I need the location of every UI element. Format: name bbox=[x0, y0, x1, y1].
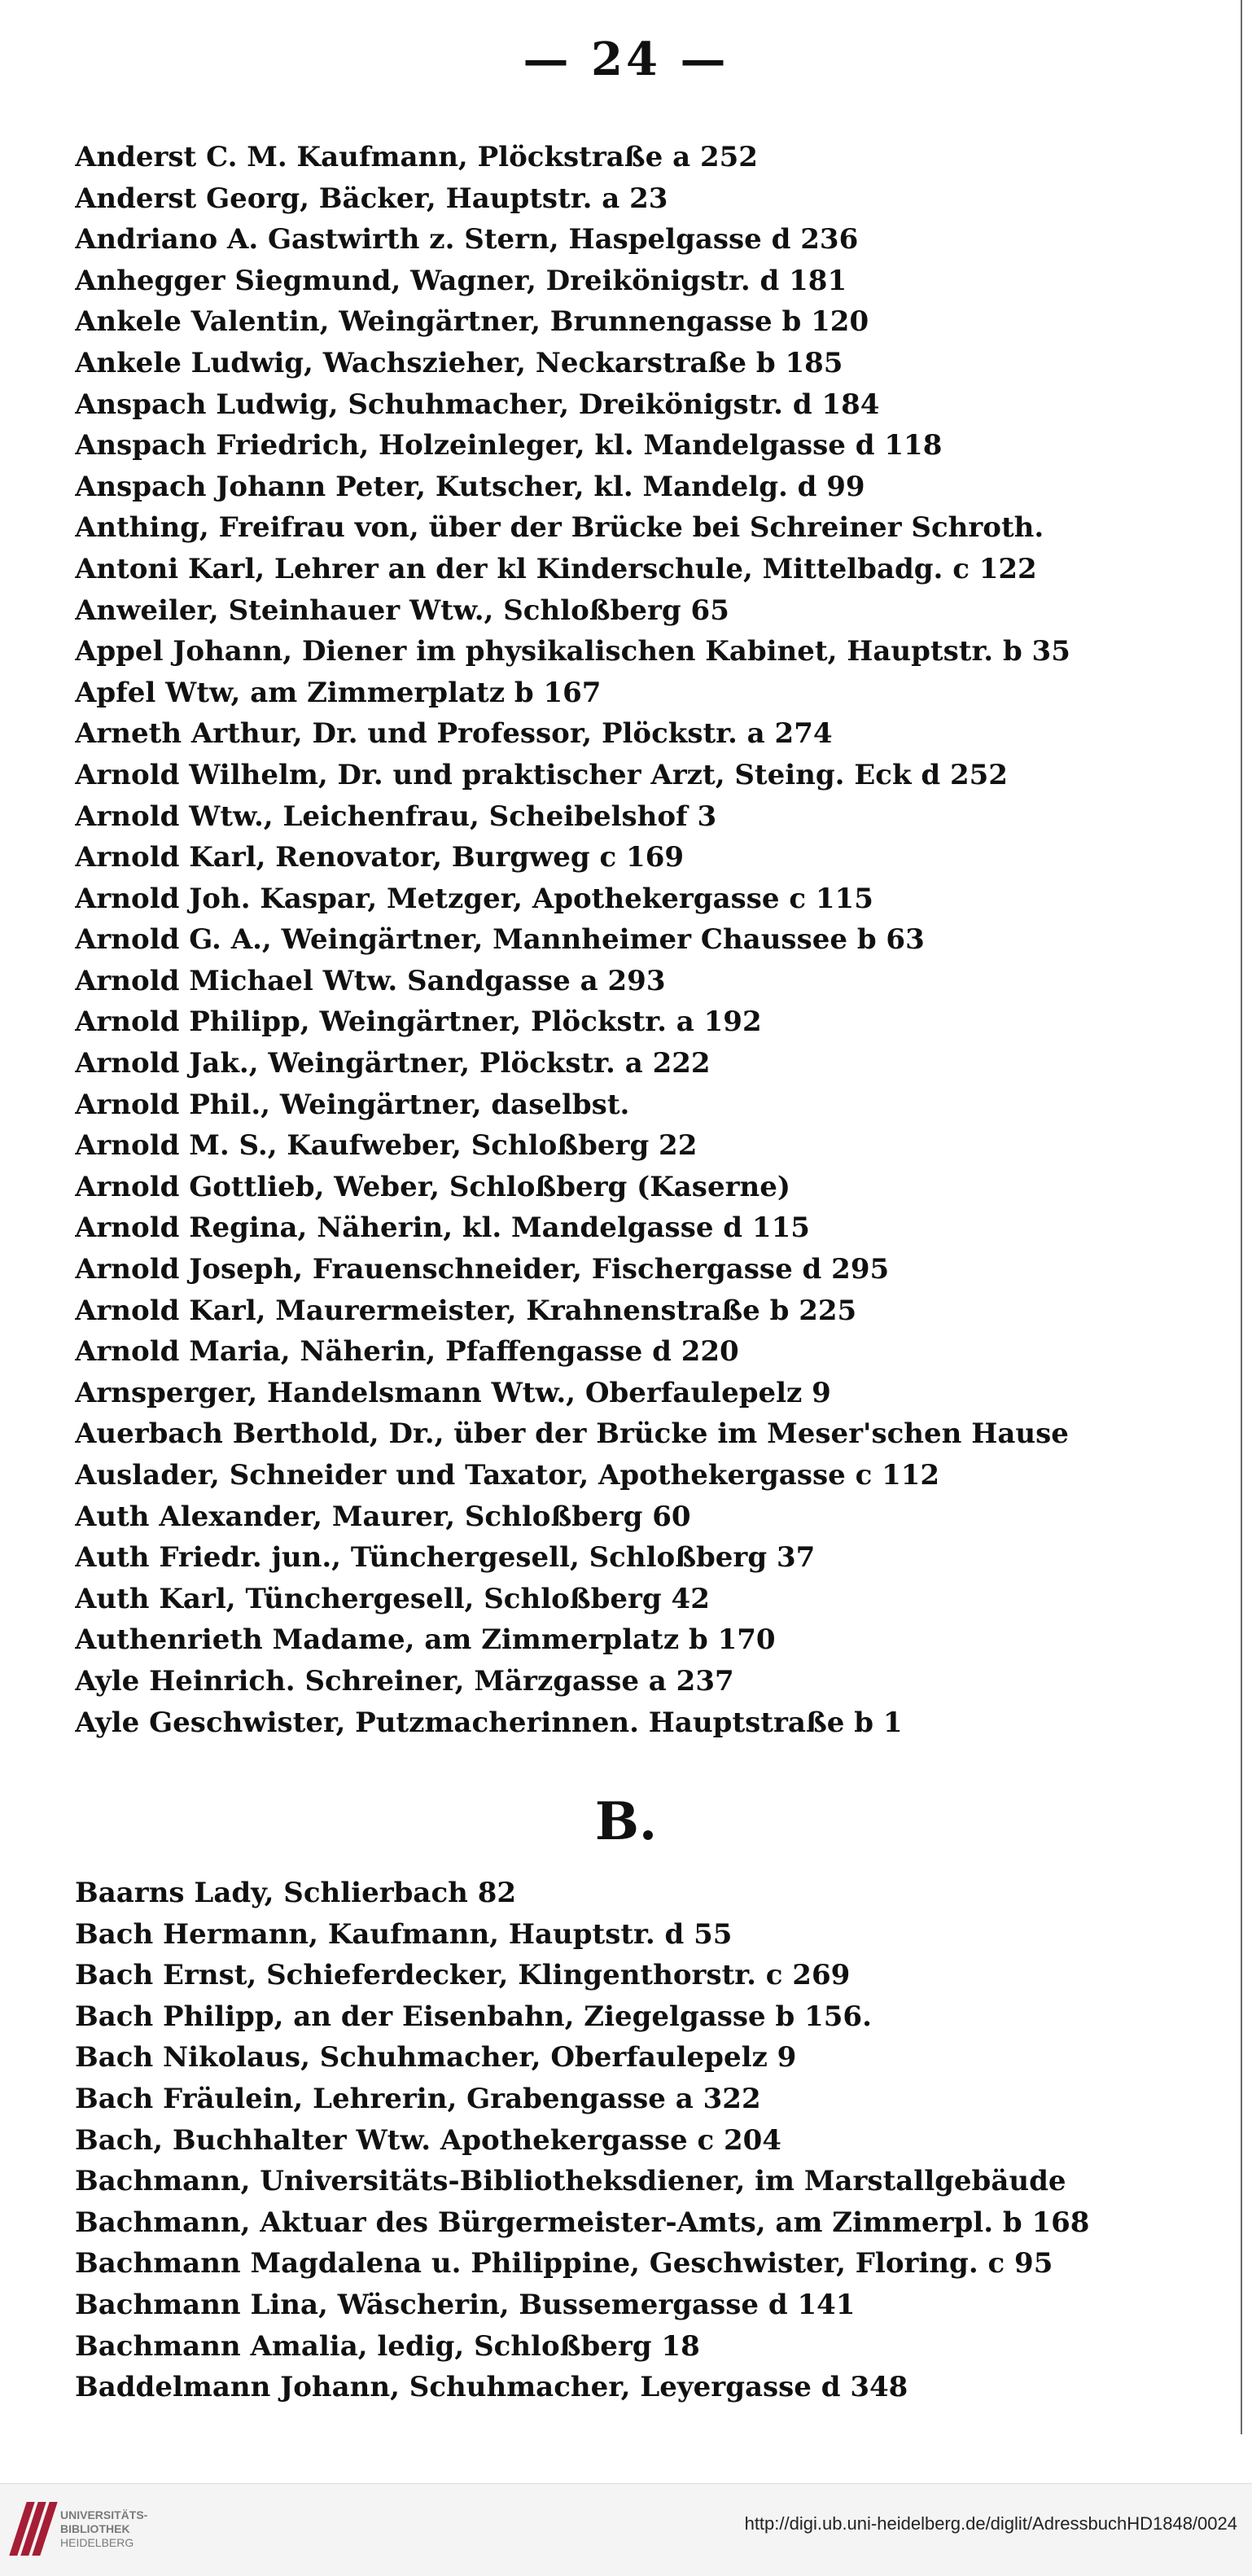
directory-entry: Anspach Ludwig, Schuhmacher, Dreikönigstr. d 184 bbox=[75, 388, 880, 421]
directory-entry: Arnold Joseph, Frauenschneider, Fischergasse d 295 bbox=[75, 1253, 890, 1286]
directory-entry: Apfel Wtw, am Zimmerplatz b 167 bbox=[75, 676, 602, 709]
directory-entry: Auslader, Schneider und Taxator, Apothekergasse c 112 bbox=[75, 1459, 940, 1492]
directory-entry: Ankele Ludwig, Wachszieher, Neckarstraße b 185 bbox=[75, 346, 843, 379]
directory-entry: Auth Karl, Tünchergesell, Schloßberg 42 bbox=[75, 1582, 710, 1615]
directory-entry: Arnold Phil., Weingärtner, daselbst. bbox=[75, 1088, 630, 1121]
directory-entry: Arnold Philipp, Weingärtner, Plöckstr. a 192 bbox=[75, 1005, 762, 1039]
directory-entry: Bach Nikolaus, Schuhmacher, Oberfaulepelz 9 bbox=[75, 2041, 797, 2074]
directory-entry: Appel Johann, Diener im physikalischen Kabinet, Hauptstr. b 35 bbox=[75, 635, 1070, 668]
library-logo[interactable] bbox=[15, 2502, 147, 2556]
directory-entry: Auth Alexander, Maurer, Schloßberg 60 bbox=[75, 1500, 691, 1533]
directory-entry: Arnold Wilhelm, Dr. und praktischer Arzt, Steing. Eck d 252 bbox=[75, 758, 1008, 791]
directory-entry: Baarns Lady, Schlierbach 82 bbox=[75, 1877, 517, 1909]
directory-entry: Anhegger Siegmund, Wagner, Dreikönigstr. d 181 bbox=[75, 264, 847, 297]
directory-entry: Anspach Friedrich, Holzeinleger, kl. Mandelgasse d 118 bbox=[75, 429, 943, 462]
directory-entry: Bach Fräulein, Lehrerin, Grabengasse a 322 bbox=[75, 2082, 761, 2115]
directory-entry: Bachmann Lina, Wäscherin, Bussemergasse d 141 bbox=[75, 2288, 856, 2321]
directory-entry: Arnold Regina, Näherin, kl. Mandelgasse d 115 bbox=[75, 1211, 810, 1245]
footer-bar bbox=[0, 2483, 1252, 2576]
directory-entry: Arnold Maria, Näherin, Pfaffengasse d 220 bbox=[75, 1335, 739, 1369]
logo-line-3: HEIDELBERG bbox=[60, 2535, 134, 2549]
section-heading-b: B. bbox=[594, 1791, 658, 1852]
directory-entries-a bbox=[75, 137, 1239, 1743]
directory-entry: Arnsperger, Handelsmann Wtw., Oberfaulepelz 9 bbox=[75, 1376, 831, 1409]
logo-line-2: BIBLIOTHEK bbox=[60, 2521, 130, 2535]
directory-entry: Baddelmann Johann, Schuhmacher, Leyergasse d 348 bbox=[75, 2371, 908, 2404]
directory-entry: Arneth Arthur, Dr. und Professor, Plöckstr. a 274 bbox=[75, 717, 833, 751]
source-url-link[interactable]: http://digi.ub.uni-heidelberg.de/diglit/AdressbuchHD1848/0024 bbox=[744, 2513, 1237, 2534]
directory-entry: Anderst Georg, Bäcker, Hauptstr. a 23 bbox=[75, 182, 668, 215]
directory-entry: Ankele Valentin, Weingärtner, Brunnengasse b 120 bbox=[75, 305, 869, 339]
directory-entry: Auerbach Berthold, Dr., über der Brücke im Meser'schen Hause bbox=[75, 1417, 1069, 1451]
directory-entry: Anweiler, Steinhauer Wtw., Schloßberg 65 bbox=[75, 594, 729, 627]
page-edge-divider bbox=[1241, 0, 1242, 2434]
directory-entry: Arnold Joh. Kaspar, Metzger, Apothekergasse c 115 bbox=[75, 882, 873, 915]
directory-entry: Anthing, Freifrau von, über der Brücke bei Schreiner Schroth. bbox=[75, 511, 1044, 545]
directory-entry: Bachmann Amalia, ledig, Schloßberg 18 bbox=[75, 2329, 700, 2363]
directory-entry: Anspach Johann Peter, Kutscher, kl. Mandelg. d 99 bbox=[75, 470, 865, 503]
directory-entry: Arnold Michael Wtw. Sandgasse a 293 bbox=[75, 964, 666, 997]
logo-line-1: UNIVERSITÄTS- bbox=[60, 2508, 148, 2521]
directory-entry: Bachmann Magdalena u. Philippine, Geschwister, Floring. c 95 bbox=[75, 2247, 1053, 2280]
directory-entry: Ayle Heinrich. Schreiner, Märzgasse a 237 bbox=[75, 1664, 734, 1698]
directory-entry: Auth Friedr. jun., Tünchergesell, Schloßberg 37 bbox=[75, 1541, 816, 1575]
directory-entry: Ayle Geschwister, Putzmacherinnen. Hauptstraße b 1 bbox=[75, 1706, 903, 1739]
directory-entry: Bach, Buchhalter Wtw. Apothekergasse c 204 bbox=[75, 2123, 781, 2157]
directory-entry: Arnold Gottlieb, Weber, Schloßberg (Kaserne) bbox=[75, 1170, 790, 1203]
page-number: — 24 — bbox=[523, 33, 729, 86]
directory-entry: Bach Hermann, Kaufmann, Hauptstr. d 55 bbox=[75, 1917, 733, 1951]
directory-entry: Arnold Karl, Renovator, Burgweg c 169 bbox=[75, 841, 685, 874]
directory-entry: Arnold Karl, Maurermeister, Krahnenstraße b 225 bbox=[75, 1294, 857, 1327]
directory-entry: Arnold G. A., Weingärtner, Mannheimer Chaussee b 63 bbox=[75, 923, 925, 957]
library-logo-text bbox=[60, 2508, 147, 2550]
directory-entry: Antoni Karl, Lehrer an der kl Kinderschule, Mittelbadg. c 122 bbox=[75, 552, 1037, 585]
directory-entry: Bach Philipp, an der Eisenbahn, Ziegelgasse b 156. bbox=[75, 2000, 872, 2033]
directory-entry: Bach Ernst, Schieferdecker, Klingenthorstr. c 269 bbox=[75, 1959, 851, 1992]
directory-entry: Andriano A. Gastwirth z. Stern, Haspelgasse d 236 bbox=[75, 223, 859, 256]
directory-entry: Arnold Wtw., Leichenfrau, Scheibelshof 3 bbox=[75, 800, 717, 833]
directory-entry: Bachmann, Aktuar des Bürgermeister-Amts, am Zimmerpl. b 168 bbox=[75, 2206, 1090, 2239]
directory-entry: Anderst C. M. Kaufmann, Plöckstraße a 252 bbox=[75, 141, 758, 173]
directory-entry: Arnold M. S., Kaufweber, Schloßberg 22 bbox=[75, 1129, 698, 1163]
directory-entry: Bachmann, Universitäts-Bibliotheksdiener, im Marstallgebäude bbox=[75, 2165, 1066, 2198]
directory-entries-b bbox=[75, 1873, 1239, 2408]
directory-entry: Arnold Jak., Weingärtner, Plöckstr. a 222 bbox=[75, 1047, 711, 1080]
directory-entry: Authenrieth Madame, am Zimmerplatz b 170 bbox=[75, 1623, 776, 1657]
university-library-logo-icon bbox=[15, 2502, 50, 2556]
